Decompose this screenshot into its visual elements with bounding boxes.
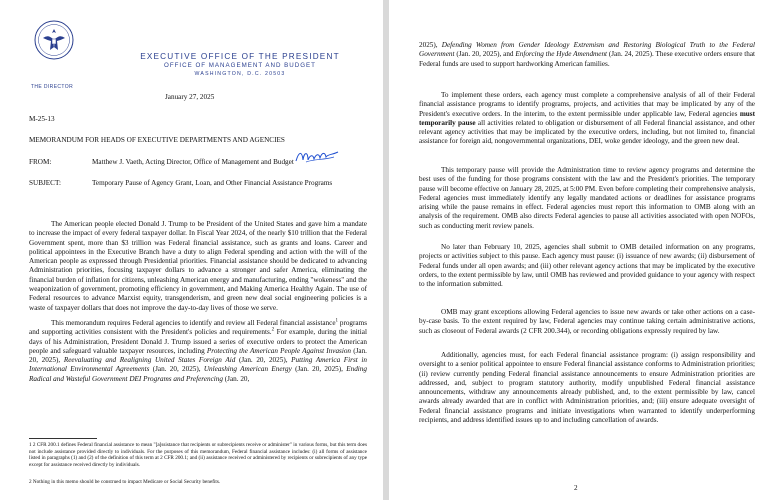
director-label: THE DIRECTOR (30, 84, 74, 90)
memo-page2-paragraph-2: To implement these orders, each agency must complete a comprehensive analysis of all of their Federal financial assistance programs to identify programs, projects, and activities that may be implicated by any of the President's executive orders. In the interim, to the extent permissible under applicable law, Federal agencies must temporarily pause all activities related to obligation or disbursement of all Federal financial assistance, and other relevant agency activities that may be implicated by the executive orders, including, but not limited to, financial assistance for foreign aid, nongovernmental organizations, DEI, woke gender ideology, and the green new deal. (419, 91, 755, 146)
memo-number: M-25-13 (29, 115, 55, 123)
letterhead-line-2: OFFICE OF MANAGEMENT AND BUDGET (164, 62, 316, 69)
footnote-ref-2[interactable]: 2 (271, 327, 275, 333)
letterhead-line-3: WASHINGTON, D.C. 20503 (194, 71, 286, 77)
presidential-seal-icon (34, 20, 74, 60)
memo-heading: MEMORANDUM FOR HEADS OF EXECUTIVE DEPARTMENTS AND AGENCIES (29, 136, 285, 144)
memo-date: January 27, 2025 (165, 93, 215, 101)
from-label: FROM: (29, 158, 52, 166)
footnote-divider (29, 438, 97, 439)
page-number: 2 (574, 484, 578, 492)
footnote-ref-1[interactable]: 1 (335, 318, 339, 324)
subject-value: Temporary Pause of Agency Grant, Loan, and Other Financial Assistance Programs (92, 179, 333, 187)
letterhead (110, 52, 370, 77)
memo-page2-paragraph-4: No later than February 10, 2025, agencies shall submit to OMB detailed information on any programs, projects or activities subject to this pause. Each agency must pause: (i) issuance of new awards; (ii) disbursement of Federal funds under all open awards; and (iii) other relevant agency actions that may be implicated by the executive orders, to the extent permissible by law, until OMB has reviewed and provided guidance to your agency with respect to the information submitted. (419, 243, 755, 289)
memo-page-2 (389, 0, 772, 500)
memo-page-1 (0, 0, 383, 500)
subject-label: SUBJECT: (29, 179, 61, 187)
from-value: Matthew J. Vaeth, Acting Director, Office of Management and Budget (92, 158, 294, 166)
signature-icon (294, 148, 340, 166)
memo-paragraph-2: This memorandum requires Federal agencies to identify and review all Federal financial assistance$^1$ programs and supporting activities consistent with the President's policies and requirements.$^2$ For example, during the initial days of his Administration, President Donald J. Trump issued a series of executive orders to protect the American people and safeguard valuable taxpayer resources, including Protecting the American People Against Invasion (Jan. 20, 2025), Reevaluating and Realigning United States Foreign Aid (Jan. 20, 2025), Putting America First in International Environmental Agreements (Jan. 20, 2025), Unleashing American Energy (Jan. 20, 2025), Ending Radical and Wasteful Government DEI Programs and Preferencing (Jan. 20, (29, 318, 367, 383)
footnote-2: 2 Nothing in this memo should be construed to impact Medicare or Social Security benefits. (29, 479, 221, 485)
memo-paragraph-1: The American people elected Donald J. Trump to be President of the United States and gave him a mandate to increase the impact of every federal taxpayer dollar. In Fiscal Year 2024, of the nearly $10 trillion that the Federal Government spent, more than $3 trillion was Federal financial assistance, such as grants and loans. Career and political appointees in the Executive Branch have a duty to align Federal spending and action with the will of the American people as expressed through Presidential priorities. Financial assistance should be dedicated to advancing Administration priorities, focusing taxpayer dollars to advance a stronger and safer America, eliminating the financial burden of inflation for citizens, unleashing American energy and manufacturing, ending "wokeness" and the weaponization of government, promoting efficiency in government, and Making America Healthy Again. The use of Federal resources to advance Marxist equity, transgenderism, and green new deal social engineering policies is a waste of taxpayer dollars that does not improve the day-to-day lives of those we serve. (29, 220, 367, 312)
memo-page2-paragraph-5: OMB may grant exceptions allowing Federal agencies to issue new awards or take other actions on a case-by-case basis. To the extent required by law, Federal agencies may continue taking certain administrative actions, such as closeout of Federal awards (2 CFR 200.344), or recording obligations expressly required by law. (419, 308, 755, 335)
memo-page2-paragraph-3: This temporary pause will provide the Administration time to review agency programs and determine the best uses of the funding for those programs consistent with the law and the President's priorities. The temporary pause will become effective on January 28, 2025, at 5:00 PM. Even before completing their comprehensive analysis, Federal agencies must immediately identify any legally mandated actions or deadlines for assistance programs arising while the pause remains in effect. Federal agencies must report this information to OMB along with an analysis of the requirement. OMB also directs Federal agencies to pause all activities associated with open NOFOs, such as conducting merit review panels. (419, 166, 755, 230)
memo-page2-paragraph-6: Additionally, agencies must, for each Federal financial assistance program: (i) assign responsibility and oversight to a senior political appointee to ensure Federal financial assistance conforms to Administration priorities; (ii) review currently pending Federal financial assistance announcements to ensure Administration priorities are addressed, and, subject to program statutory authority, modify unpublished Federal financial assistance announcements, withdraw any announcements already published, and, to the extent permissible by law, cancel awards already awarded that are in conflict with Administration priorities, and; (iii) ensure adequate oversight of Federal financial assistance programs and initiate investigations when warranted to identify underperforming recipients, and address identified issues up to and including cancellation of awards. (419, 351, 755, 425)
footnote-1: 1 2 CFR 200.1 defines Federal financial assistance to mean "[a]ssistance that recipients or subrecipients receive or administer" in various forms, but this term does not include assistance provided directly to individuals. For the purposes of this memorandum, Federal financial assistance includes: (i) all forms of assistance listed in paragraphs (1) and (2) of the definition of this term at 2 CFR 200.1; and (ii) assistance received or administered by recipients or subrecipients of any type except for assistance received directly by individuals. (29, 442, 367, 468)
letterhead-line-1: EXECUTIVE OFFICE OF THE PRESIDENT (140, 52, 340, 61)
memo-page2-paragraph-1: 2025), Defending Women from Gender Ideology Extremism and Restoring Biological Truth to the Federal Government (Jan. 20, 2025), and Enforcing the Hyde Amendment (Jan. 24, 2025). These executive orders ensure that Federal funds are used to support hardworking American families. (419, 41, 756, 68)
